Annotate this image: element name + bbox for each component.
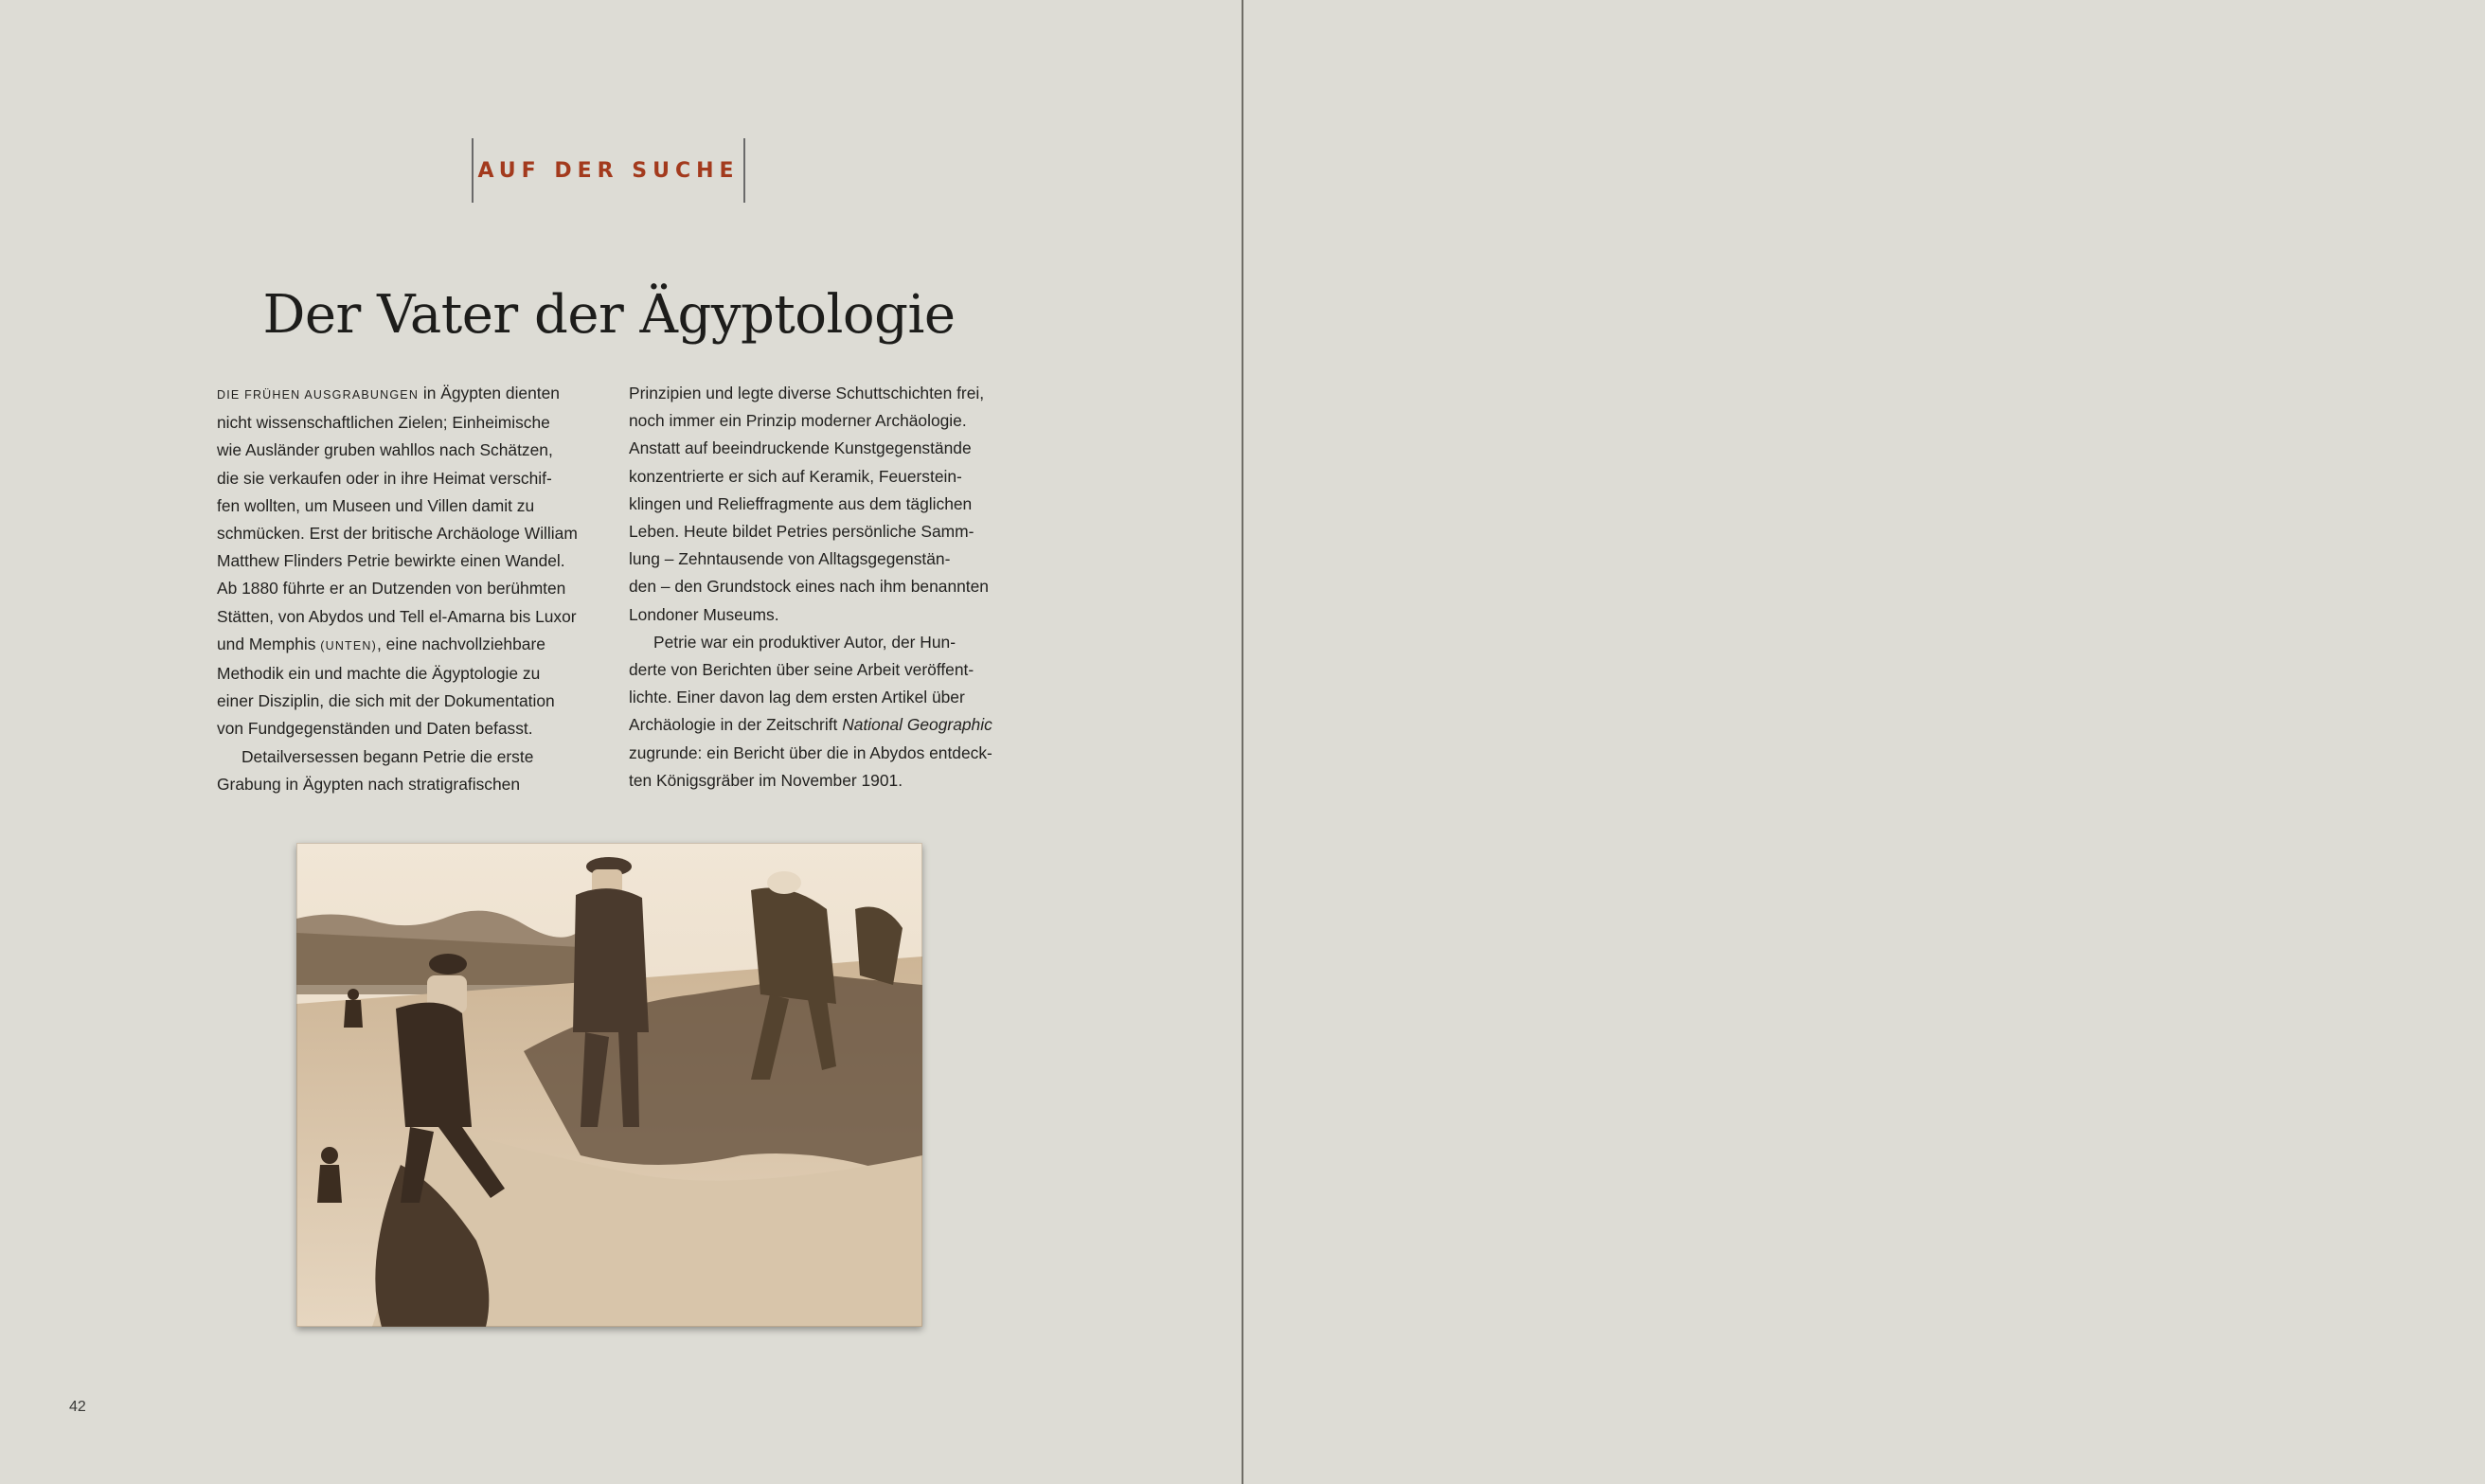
text-line: Ab 1880 führte er an Dutzenden von berühmten	[217, 579, 566, 599]
text-line: lichte. Einer davon lag dem ersten Artikel über	[629, 688, 965, 707]
text-line: Stätten, von Abydos und Tell el-Amarna bis Luxor	[217, 606, 577, 626]
text-line: zugrunde: ein Bericht über die in Abydos entdeck-	[629, 742, 992, 762]
text-line: Detailversessen begann Petrie die erste	[241, 746, 534, 766]
text-line: Anstatt auf beeindruckende Kunstgegenstände	[629, 438, 972, 458]
text-run: , eine nachvollziehbare	[377, 634, 545, 653]
text-line: schmücken. Erst der britische Archäologe William	[217, 524, 578, 544]
text-line: derte von Berichten über seine Arbeit veröffent-	[629, 660, 974, 680]
text-line: Matthew Flinders Petrie bewirkte einen Wandel.	[217, 551, 565, 571]
text-run: Archäologie in der Zeitschrift	[629, 715, 843, 735]
text-line: Prinzipien und legte diverse Schuttschichten frei,	[629, 384, 985, 402]
text-line: nicht wissenschaftlichen Zielen; Einheimische	[217, 413, 550, 433]
lead-in-small-caps: DIE FRÜHEN AUSGRABUNGEN	[217, 388, 420, 402]
text-line: Leben. Heute bildet Petries persönliche Samm-	[629, 522, 974, 542]
text-line: konzentrierte er sich auf Keramik, Feuerstein-	[629, 466, 962, 486]
text-line: die sie verkaufen oder in ihre Heimat verschif-	[217, 468, 552, 488]
text-run: in Ägypten dienten	[419, 384, 560, 402]
magazine-title: National Geographic	[842, 715, 992, 735]
text-line: einer Disziplin, die sich mit der Dokumentation	[217, 691, 555, 711]
section-kicker	[472, 138, 745, 203]
text-line: noch immer ein Prinzip moderner Archäologie.	[629, 411, 967, 431]
text-line: ten Königsgräber im November 1901.	[629, 770, 903, 790]
left-page	[0, 0, 1242, 1484]
text-line: lung – Zehntausende von Alltagsgegenstän-	[629, 549, 951, 569]
text-line: Londoner Museums.	[629, 604, 779, 624]
text-line: den – den Grundstock eines nach ihm benannten	[629, 577, 989, 597]
body-column-2	[629, 380, 1008, 795]
text-line: klingen und Relieffragmente aus dem täglichen	[629, 493, 973, 513]
text-line: Methodik ein und machte die Ägyptologie zu	[217, 664, 541, 684]
photo-reference: (UNTEN)	[320, 638, 378, 653]
text-line: fen wollten, um Museen und Villen damit zu	[217, 495, 535, 515]
text-line	[217, 380, 596, 409]
body-column-1	[217, 380, 596, 798]
text-line: Petrie war ein produktiver Autor, der Hun-	[653, 632, 956, 652]
excavation-photo	[296, 843, 922, 1327]
section-kicker-label: AUF DER SUCHE	[477, 158, 740, 183]
text-line	[629, 711, 1008, 739]
page-number: 42	[69, 1399, 86, 1415]
text-run: und Memphis	[217, 634, 321, 653]
right-page	[1243, 0, 2485, 1484]
text-line: von Fundgegenständen und Daten befasst.	[217, 719, 533, 739]
text-line: Grabung in Ägypten nach stratigrafischen	[217, 774, 520, 794]
text-line: wie Ausländer gruben wahllos nach Schätzen,	[217, 440, 553, 460]
article-headline: Der Vater der Ägyptologie	[262, 284, 956, 346]
text-line	[217, 631, 596, 660]
